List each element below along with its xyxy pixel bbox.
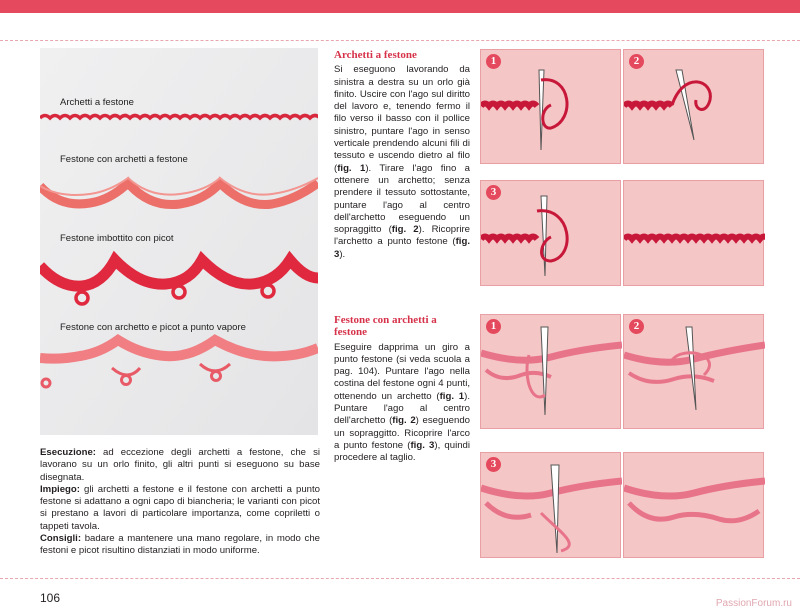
top-divider xyxy=(0,40,800,41)
s2-text-1: Eseguire dapprima un giro a punto festone (si veda scuola a pag. 104). Puntare l'ago nella costina del festone ogni 4 punti, ottenendo un archetto ( xyxy=(334,341,470,402)
s2-fig2: fig. 2 xyxy=(392,415,416,427)
figure-2c-drawing xyxy=(481,453,622,559)
figure-panel-1d xyxy=(623,180,764,286)
s1-fig1: fig. 1 xyxy=(337,162,366,174)
s1-text-4: ). xyxy=(339,248,346,260)
page-number: 106 xyxy=(40,591,61,605)
figure-panel-1b xyxy=(623,49,764,164)
figure-1c-drawing xyxy=(481,181,622,287)
figure-panel-2b xyxy=(623,314,764,429)
step-number-1: 1 xyxy=(486,54,501,69)
caption-block xyxy=(40,447,320,558)
figure-2d-drawing xyxy=(624,453,765,559)
s2-fig1: fig. 1 xyxy=(439,390,465,402)
watermark-text: PassionForum.ru xyxy=(715,598,792,609)
photo-label-3: Festone imbottito con picot xyxy=(60,233,174,244)
step-number-3b: 3 xyxy=(486,457,501,472)
bottom-divider xyxy=(0,578,800,579)
photo-label-2: Festone con archetti a festone xyxy=(60,154,188,165)
s1-fig2: fig. 2 xyxy=(391,224,419,236)
label-impiego: Impiego: xyxy=(40,483,80,495)
section-festone xyxy=(334,314,470,465)
caption-esecuzione xyxy=(40,447,320,484)
figure-panel-2a xyxy=(480,314,621,429)
s2-text-2: ). Puntare l'ago al centro dell'archetto ( xyxy=(334,390,471,427)
section-archetti xyxy=(334,49,470,261)
figure-panel-1c xyxy=(480,180,621,286)
s2-fig3: fig. 3 xyxy=(410,439,435,451)
photo-label-1: Archetti a festone xyxy=(60,97,134,108)
s1-fig3: fig. 3 xyxy=(334,236,470,260)
text-consigli: badare a mantenere una mano regolare, in modo che festoni e picot risultino distanziati in modo uniforme. xyxy=(40,533,320,557)
figure-panel-2c xyxy=(480,452,621,558)
section-body-festone xyxy=(334,342,470,465)
text-esecuzione: ad eccezione degli archetti a festone, che si lavorano su un orlo finito, gli altri punti si eseguono su base disegnata. xyxy=(40,447,320,483)
figure-1b-drawing xyxy=(624,50,765,165)
figure-2b-drawing xyxy=(624,315,765,430)
s1-text-1: Si eseguono lavorando da sinistra a destra su un orlo già finito. Uscire con l'ago sul diritto del lavoro e, tenendo fermo il filo verso il basso con il pollice sinistro, puntare l'ago in senso verticale prendendo alcuni fili di tessuto e uscendo dietro al filo ( xyxy=(334,64,470,174)
caption-impiego xyxy=(40,484,320,533)
step-number-2b: 2 xyxy=(629,319,644,334)
step-number-3: 3 xyxy=(486,185,501,200)
label-consigli: Consigli: xyxy=(40,533,82,545)
embroidery-photo xyxy=(40,48,318,435)
section-title-archetti: Archetti a festone xyxy=(334,49,417,61)
photo-label-4: Festone con archetto e picot a punto vapore xyxy=(60,322,246,333)
step-number-1b: 1 xyxy=(486,319,501,334)
caption-consigli xyxy=(40,533,320,558)
s2-text-3: ) eseguendo un sopraggitto. Ricoprire l'arco a punto festone ( xyxy=(334,415,471,451)
s1-text-3: ). Ricoprire l'archetto a punto festone ( xyxy=(334,224,470,248)
s1-text-2: ). Tirare l'ago fino a ottenere un archetto; senza prendere il tessuto sottostante, puntare l'ago al centro dell'archetto eseguendo un sopraggitto ( xyxy=(334,162,470,236)
label-esecuzione: Esecuzione: xyxy=(40,447,96,458)
section-title-festone: Festone con archetti a festone xyxy=(334,314,437,339)
section-body-archetti xyxy=(334,64,470,261)
s2-text-4: ), quindi procedere al taglio. xyxy=(334,439,470,464)
figure-2a-drawing xyxy=(481,315,622,430)
step-number-2: 2 xyxy=(629,54,644,69)
text-impiego: gli archetti a festone e il festone con archetti a punto festone si adattano a ogni capo di biancheria; le varianti con picot si prestano a lavori di particolare importanza, come copriletti o tappeti tavola. xyxy=(40,483,320,532)
figure-1a-drawing xyxy=(481,50,622,165)
figure-panel-1a xyxy=(480,49,621,164)
top-color-bar xyxy=(0,0,800,13)
figure-panel-2d xyxy=(623,452,764,558)
figure-1d-drawing xyxy=(624,181,765,287)
